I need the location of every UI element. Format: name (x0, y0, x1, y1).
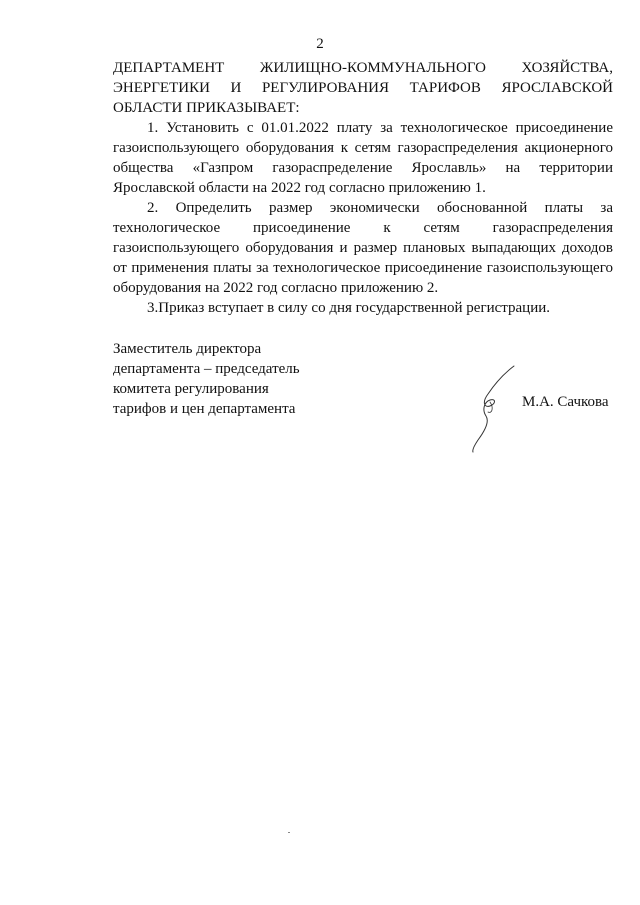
signatory-title (113, 339, 333, 419)
signatory-name: М.А. Сачкова (522, 394, 609, 410)
signatory-title-line: комитета регулирования (113, 381, 269, 397)
order-paragraph-2: 2. Определить размер экономически обоснованной платы за технологическое присоединение к сетям газораспределения газоиспользующего оборудования и размер плановых выпадающих доходов от применения платы за технологическое присоединение газоиспользующего оборудования на 2022 год согласно приложению 2. (113, 200, 613, 296)
order-paragraph-1: 1. Установить с 01.01.2022 плату за технологическое присоединение газоиспользующего оборудования к сетям газораспределения акционерного общества «Газпром газораспределение Ярославль» на территории Ярославской области на 2022 год согласно приложению 1. (113, 120, 613, 196)
heading-line: ОБЛАСТИ ПРИКАЗЫВАЕТ: (113, 100, 300, 116)
heading-line: ЭНЕРГЕТИКИ И РЕГУЛИРОВАНИЯ ТАРИФОВ ЯРОСЛАВСКОЙ (113, 80, 613, 96)
page-number: 2 (316, 36, 324, 52)
order-heading (113, 58, 613, 118)
heading-line: ДЕПАРТАМЕНТ ЖИЛИЩНО-КОММУНАЛЬНОГО ХОЗЯЙСТВА, (113, 60, 613, 76)
handwritten-signature (470, 362, 520, 454)
signatory-title-line: тарифов и цен департамента (113, 401, 296, 417)
signatory-title-line: Заместитель директора (113, 341, 262, 357)
signatory-title-line: департамента – председатель (113, 361, 300, 377)
scan-speck (288, 832, 290, 833)
order-paragraph-3: 3.Приказ вступает в силу со дня государственной регистрации. (147, 300, 551, 316)
order-body (113, 58, 613, 318)
